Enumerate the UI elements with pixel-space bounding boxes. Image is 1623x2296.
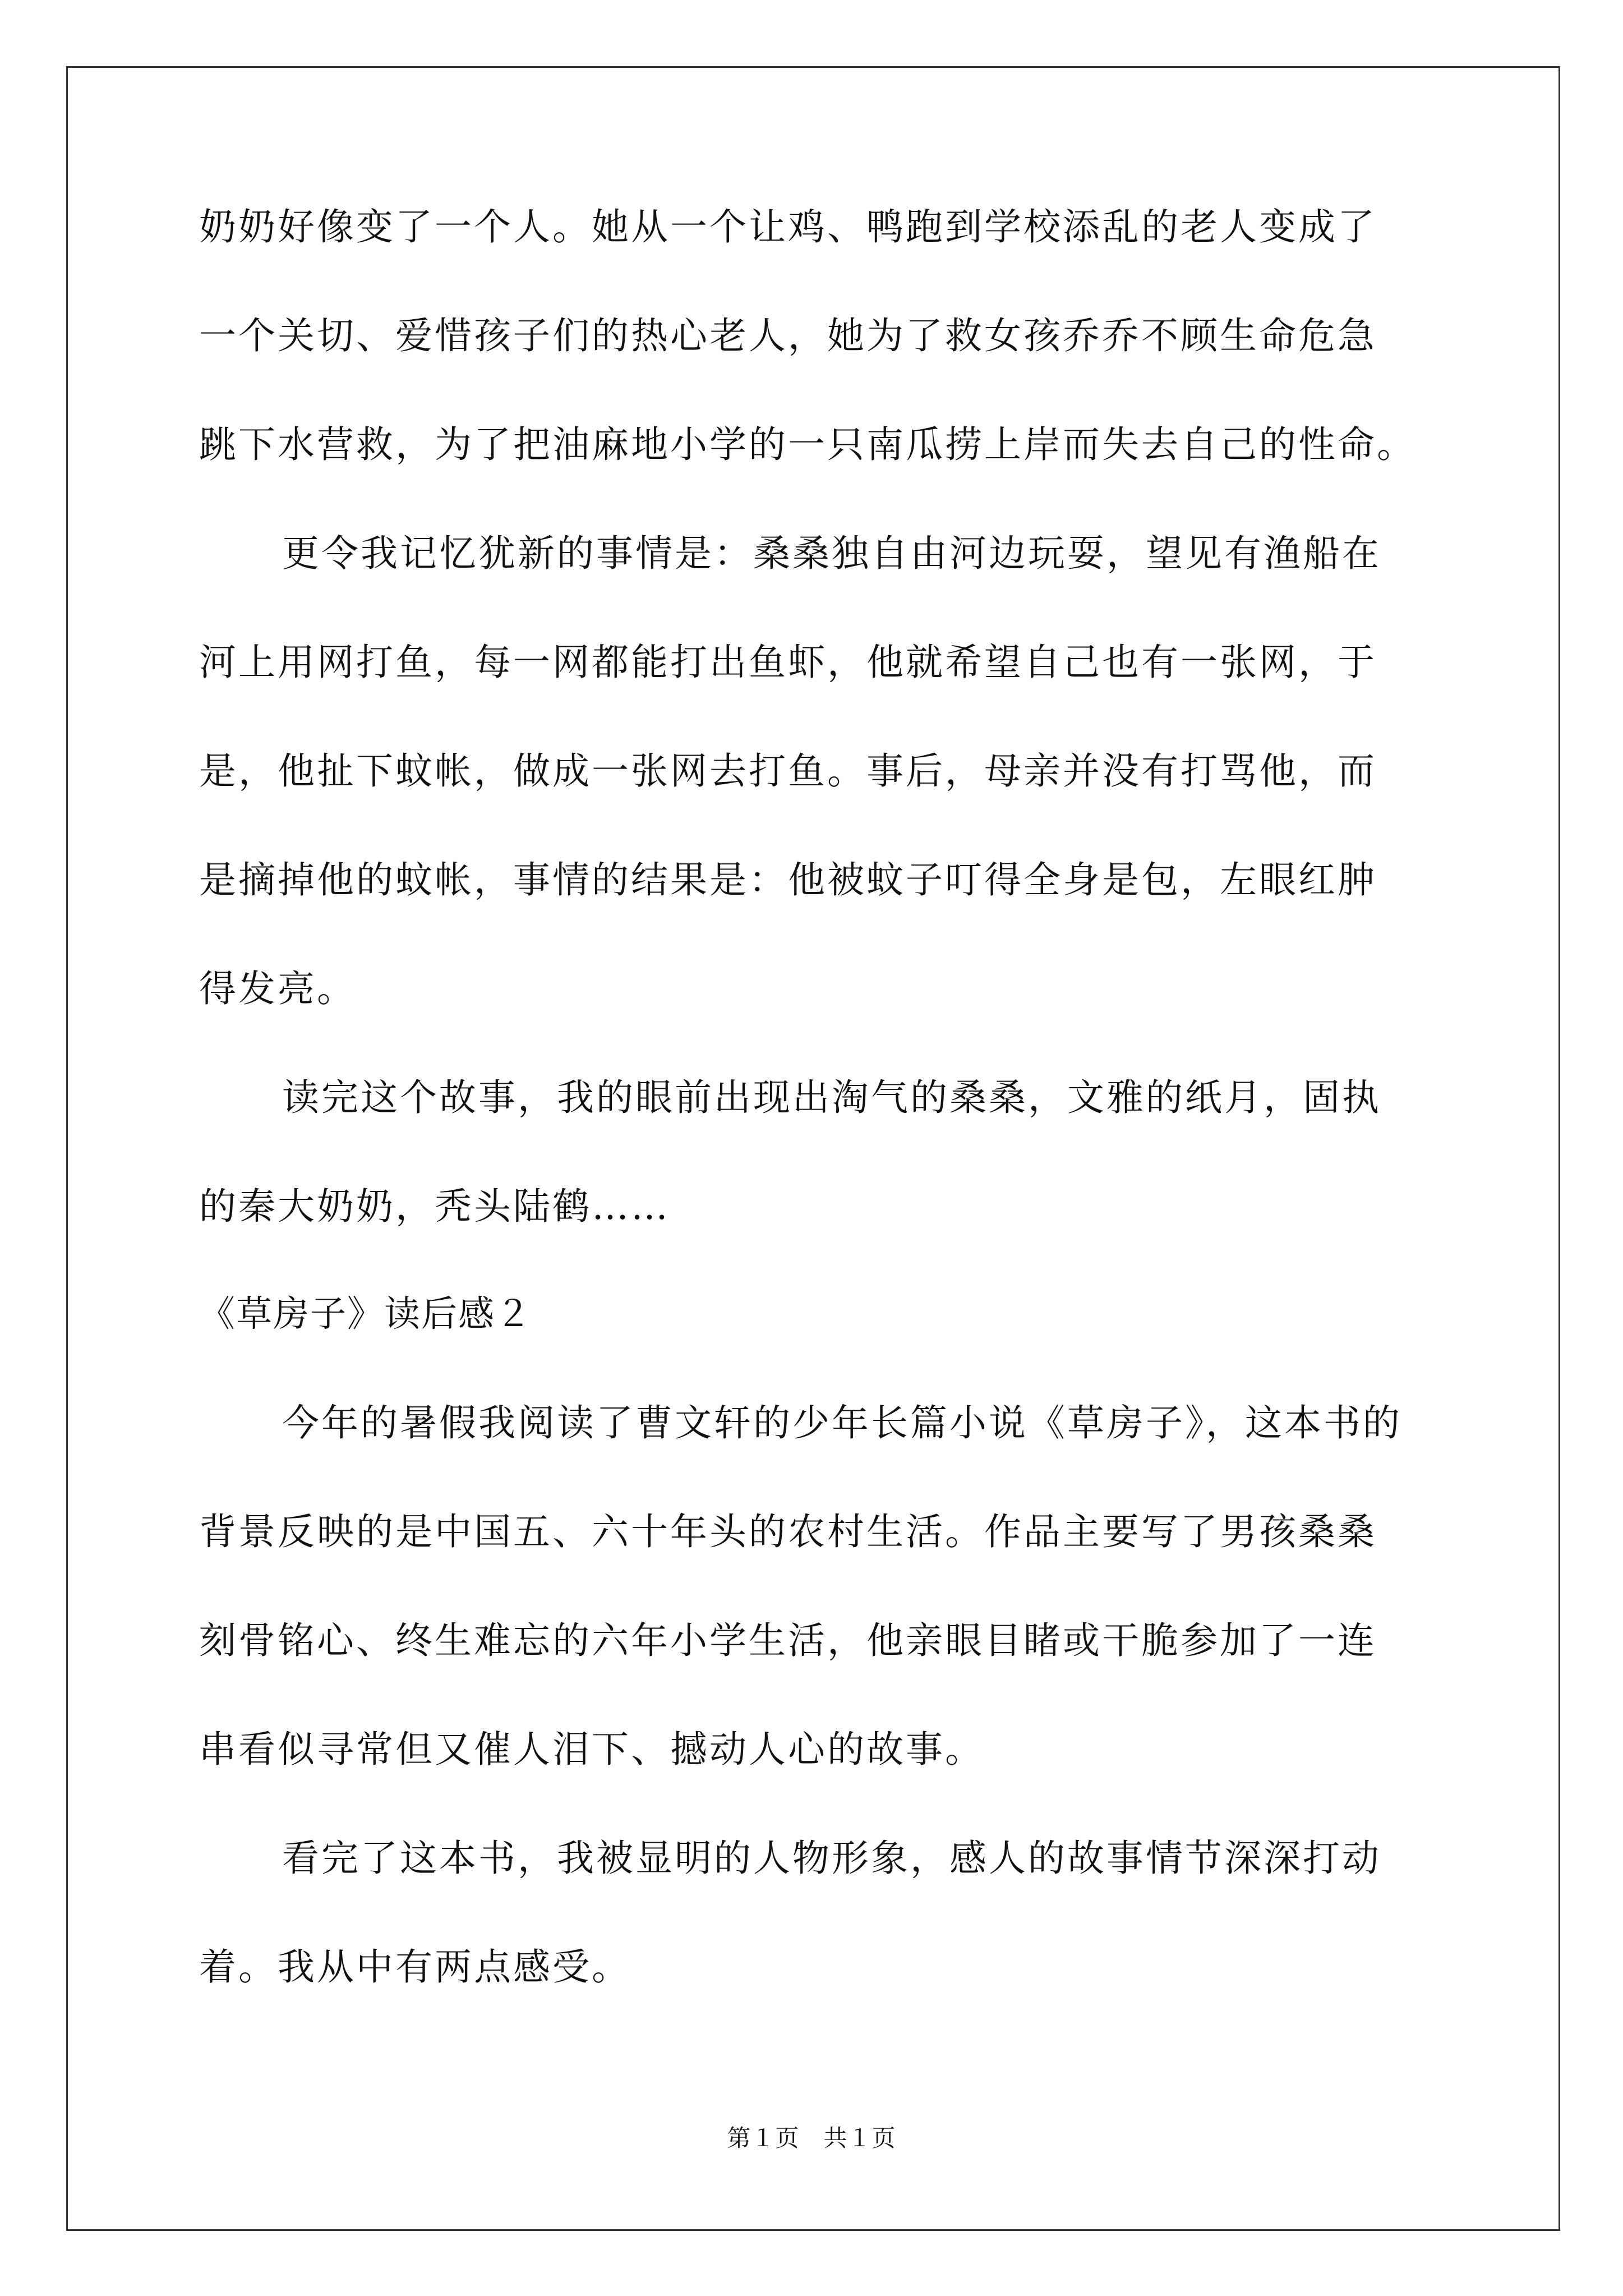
text-line: 奶奶好像变了一个人。她从一个让鸡、鸭跑到学校添乱的老人变成了	[199, 205, 1377, 249]
text-line: 读完这个故事，我的眼前出现出淘气的桑桑，文雅的纸月，固执	[282, 1076, 1381, 1119]
text-line: 是摘掉他的蚊帐，事情的结果是：他被蚊子叮得全身是包，左眼红肿	[199, 858, 1377, 901]
text-line: 的秦大奶奶，秃头陆鹤……	[199, 1185, 670, 1228]
text-line: 看完了这本书，我被显明的人物形象，感人的故事情节深深打动	[282, 1837, 1381, 1880]
text-line: 今年的暑假我阅读了曹文轩的少年长篇小说《草房子》，这本书的	[282, 1401, 1402, 1444]
text-line: 得发亮。	[199, 967, 356, 1010]
text-line: 背景反映的是中国五、六十年头的农村生活。作品主要写了男孩桑桑	[199, 1510, 1377, 1553]
text-line: 跳下水营救，为了把油麻地小学的一只南瓜捞上岸而失去自己的性命。	[199, 423, 1416, 466]
page-border	[66, 66, 1560, 2231]
text-line: 是，他扯下蚊帐，做成一张网去打鱼。事后，母亲并没有打骂他，而	[199, 749, 1377, 793]
text-line: 一个关切、爱惜孩子们的热心老人，她为了救女孩乔乔不顾生命危急	[199, 314, 1377, 357]
section-heading: 《草房子》读后感２	[199, 1294, 532, 1335]
text-line: 刻骨铭心、终生难忘的六年小学生活，他亲眼目睹或干脆参加了一连	[199, 1619, 1377, 1662]
text-line: 河上用网打鱼，每一网都能打出鱼虾，他就希望自己也有一张网，于	[199, 641, 1377, 684]
text-line: 着。我从中有两点感受。	[199, 1945, 631, 1989]
text-line: 更令我记忆犹新的事情是：桑桑独自由河边玩耍，望见有渔船在	[282, 532, 1381, 575]
text-line: 串看似寻常但又催人泪下、撼动人心的故事。	[199, 1728, 984, 1771]
page-number-footer: 第１页 共１页	[727, 2124, 896, 2152]
